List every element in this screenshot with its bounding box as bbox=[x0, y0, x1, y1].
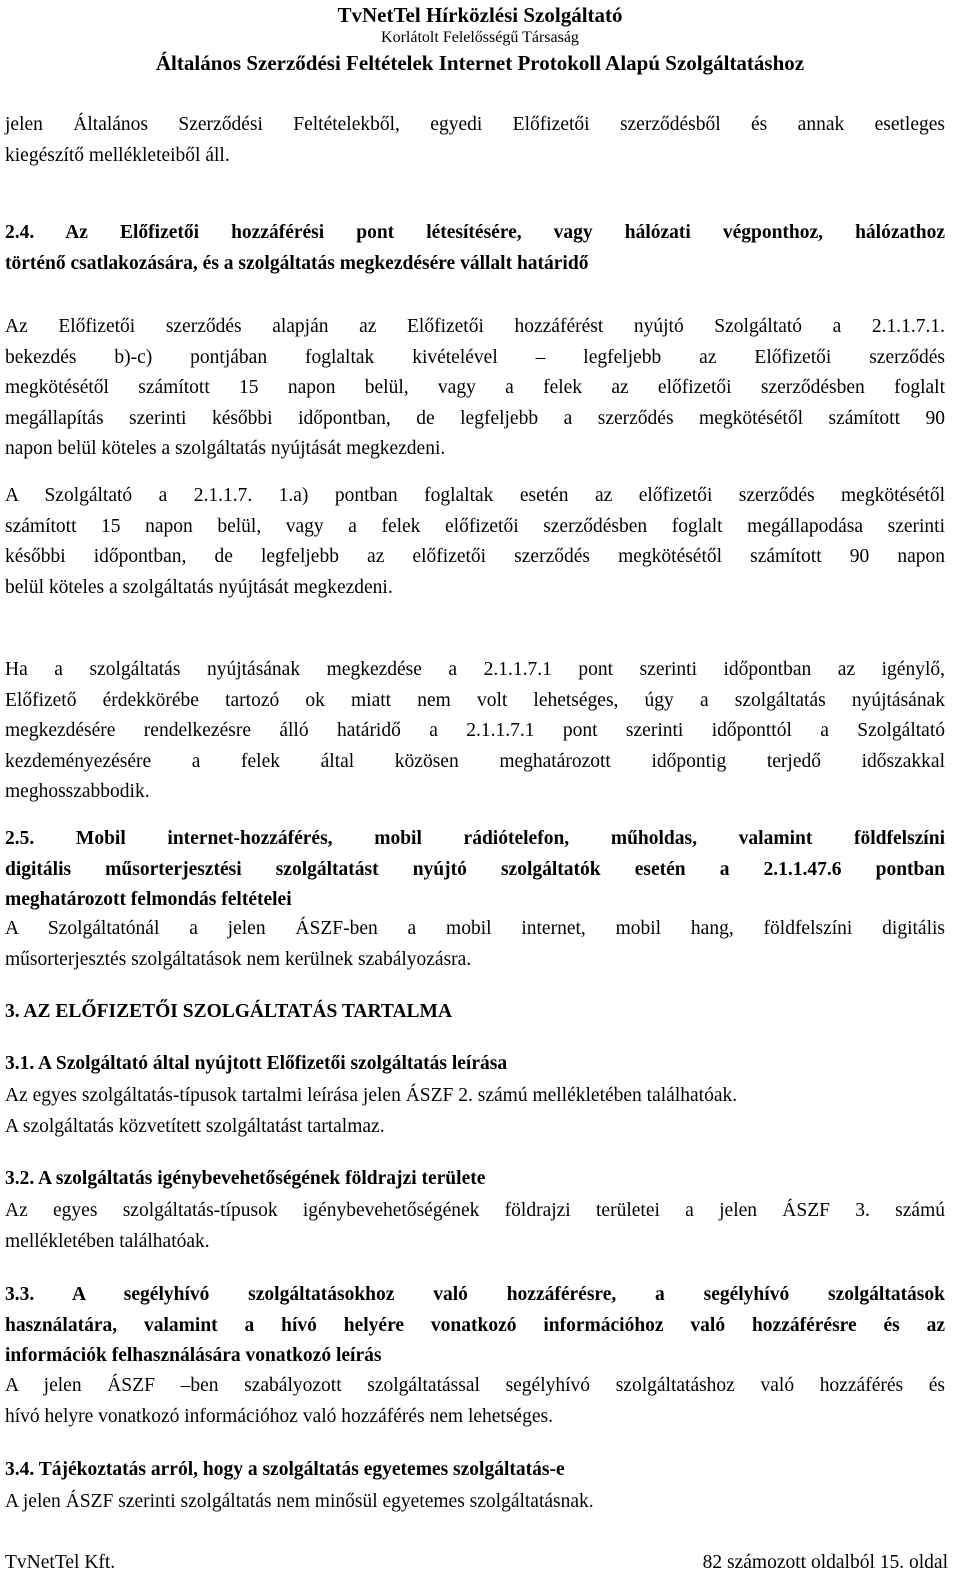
text-line: megállapítás szerinti későbbi időpontban, de legfeljebb a szerződés megkötésétől számított 90 bbox=[5, 407, 945, 429]
text-line: Az Előfizetői szerződés alapján az Előfizetői hozzáférést nyújtó Szolgáltató a 2.1.1.7.1. bbox=[5, 316, 945, 337]
section-3-2-paragraph bbox=[5, 1196, 945, 1257]
text-line: Előfizető érdekkörébe tartozó ok miatt nem volt lehetséges, úgy a szolgáltatás nyújtásának bbox=[5, 689, 945, 711]
footer-company: TvNetTel Kft. bbox=[5, 1552, 116, 1573]
section-3-1-paragraph bbox=[5, 1081, 945, 1142]
section-2-4-paragraph-2 bbox=[5, 481, 945, 603]
company-type: Korlátolt Felelősségű Társaság bbox=[381, 29, 579, 46]
heading-line: digitális műsorterjesztési szolgáltatást nyújtó szolgáltatók esetén a 2.1.1.47.6 pontban bbox=[5, 858, 945, 880]
section-2-4-heading bbox=[5, 218, 945, 279]
heading-line: történő csatlakozására, és a szolgáltatás megkezdésére vállalt határidő bbox=[5, 252, 589, 274]
text-line: Az egyes szolgáltatás-típusok igénybevehetőségének földrajzi területei a jelen ÁSZF 3. számú bbox=[5, 1200, 945, 1221]
text-line: jelen Általános Szerződési Feltételekből, egyedi Előfizetői szerződésből és annak esetleges bbox=[5, 114, 945, 135]
text-line: megkötésétől számított 15 napon belül, vagy a felek az előfizetői szerződésben foglalt bbox=[5, 377, 945, 398]
text-line: A jelen ÁSZF szerinti szolgáltatás nem minősül egyetemes szolgáltatásnak. bbox=[5, 1491, 594, 1512]
section-3-1-heading bbox=[5, 1049, 945, 1080]
text-line: A Szolgáltatónál a jelen ÁSZF-ben a mobil internet, mobil hang, földfelszíni digitális bbox=[5, 918, 945, 939]
text-line: számított 15 napon belül, vagy a felek előfizetői szerződésben foglalt megállapodása szerinti bbox=[5, 515, 945, 537]
heading-line: 3.3. A segélyhívó szolgáltatásokhoz való hozzáférésre, a segélyhívó szolgáltatások bbox=[5, 1284, 945, 1305]
heading-line: használatára, valamint a hívó helyére vonatkozó információhoz való hozzáférésre és az bbox=[5, 1314, 945, 1336]
text-line: bekezdés b)-c) pontjában foglaltak kivételével – legfeljebb az Előfizetői szerződés bbox=[5, 346, 945, 368]
heading-line: 3.2. A szolgáltatás igénybevehetőségének földrajzi területe bbox=[5, 1168, 486, 1189]
section-3-2-heading bbox=[5, 1164, 945, 1195]
company-name: TvNetTel Hírközlési Szolgáltató bbox=[337, 3, 623, 27]
section-2-5-paragraph bbox=[5, 914, 945, 975]
section-2-4-paragraph-3 bbox=[5, 655, 945, 808]
text-line: mellékletében találhatóak. bbox=[5, 1230, 210, 1252]
text-line: belül köteles a szolgáltatás nyújtását megkezdeni. bbox=[5, 576, 393, 598]
text-line: Ha a szolgáltatás nyújtásának megkezdése a 2.1.1.7.1 pont szerinti időpontban az igénylő, bbox=[5, 659, 945, 680]
text-line: műsorterjesztés szolgáltatások nem kerülnek szabályozásra. bbox=[5, 948, 472, 970]
section-3-3-paragraph bbox=[5, 1371, 945, 1432]
text-line: kezdeményezésére a felek által közösen meghatározott időpontig terjedő időszakkal bbox=[5, 750, 945, 772]
intro-paragraph bbox=[5, 110, 945, 171]
section-3-4-paragraph bbox=[5, 1487, 945, 1518]
text-line: megkezdésére rendelkezésre álló határidő a 2.1.1.7.1 pont szerinti időponttól a Szolgáltató bbox=[5, 720, 945, 741]
text-line: későbbi időpontban, de legfeljebb az előfizetői szerződés megkötésétől számított 90 napon bbox=[5, 546, 945, 567]
text-line: kiegészítő mellékleteiből áll. bbox=[5, 144, 230, 166]
text-line: A jelen ÁSZF –ben szabályozott szolgáltatással segélyhívó szolgáltatáshoz való hozzáférés és bbox=[5, 1375, 945, 1396]
heading-line: 3.1. A Szolgáltató által nyújtott Előfizetői szolgáltatás leírása bbox=[5, 1053, 508, 1074]
text-line: meghosszabbodik. bbox=[5, 781, 150, 802]
footer-page-number: 82 számozott oldalból 15. oldal bbox=[702, 1552, 948, 1573]
section-2-4-paragraph-1 bbox=[5, 312, 945, 465]
heading-line: meghatározott felmondás feltételei bbox=[5, 889, 292, 910]
section-3-heading bbox=[5, 997, 945, 1028]
heading-line: 2.4. Az Előfizetői hozzáférési pont létesítésére, vagy hálózati végponthoz, hálózathoz bbox=[5, 222, 945, 243]
text-line: napon belül köteles a szolgáltatás nyújtását megkezdeni. bbox=[5, 438, 446, 459]
text-line: A Szolgáltató a 2.1.1.7. 1.a) pontban foglaltak esetén az előfizetői szerződés megkötésétől bbox=[5, 485, 945, 506]
heading-line: 3. AZ ELŐFIZETŐI SZOLGÁLTATÁS TARTALMA bbox=[5, 1001, 453, 1022]
section-3-4-heading bbox=[5, 1455, 945, 1486]
heading-line: 3.4. Tájékoztatás arról, hogy a szolgáltatás egyetemes szolgáltatás-e bbox=[5, 1459, 565, 1480]
section-3-3-heading bbox=[5, 1280, 945, 1372]
section-2-5-heading bbox=[5, 824, 945, 916]
text-line: hívó helyre vonatkozó információhoz való hozzáférés nem lehetséges. bbox=[5, 1405, 553, 1427]
text-line: A szolgáltatás közvetített szolgáltatást tartalmaz. bbox=[5, 1115, 385, 1137]
text-line: Az egyes szolgáltatás-típusok tartalmi leírása jelen ÁSZF 2. számú mellékletében találhatóak. bbox=[5, 1085, 738, 1106]
document-title: Általános Szerződési Feltételek Internet Protokoll Alapú Szolgáltatáshoz bbox=[155, 51, 805, 75]
heading-line: 2.5. Mobil internet-hozzáférés, mobil rádiótelefon, műholdas, valamint földfelszíni bbox=[5, 828, 945, 849]
heading-line: információk felhasználására vonatkozó leírás bbox=[5, 1345, 382, 1366]
